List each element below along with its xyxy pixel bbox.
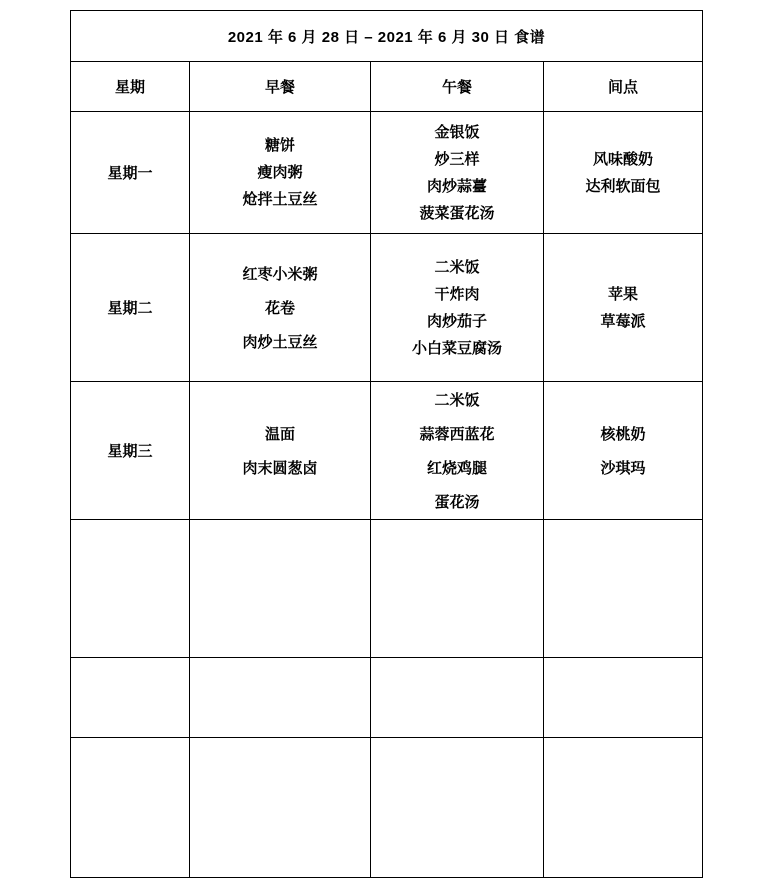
empty-cell <box>371 738 544 878</box>
snack-item: 风味酸奶 <box>592 149 653 168</box>
snack-item: 达利软面包 <box>585 176 661 195</box>
day-row-monday <box>71 112 703 234</box>
lunch-item: 炒三样 <box>434 149 480 168</box>
empty-row <box>71 658 703 738</box>
snack-item: 苹果 <box>607 284 638 303</box>
lunch-item: 干炸肉 <box>434 284 480 303</box>
snack-item: 核桃奶 <box>600 424 646 443</box>
breakfast-item: 肉炒土豆丝 <box>242 332 318 351</box>
lunch-item: 蛋花汤 <box>434 492 480 511</box>
day-row-tuesday <box>71 234 703 382</box>
menu-table <box>70 10 703 878</box>
empty-cell <box>190 738 371 878</box>
empty-cell <box>371 658 544 738</box>
empty-cell <box>190 520 371 658</box>
lunch-item: 二米饭 <box>434 257 480 276</box>
breakfast-cell <box>190 112 371 234</box>
breakfast-item: 肉末圆葱卤 <box>242 458 318 477</box>
breakfast-cell <box>190 234 371 382</box>
lunch-item: 小白菜豆腐汤 <box>411 338 502 357</box>
lunch-item: 金银饭 <box>434 122 480 141</box>
empty-cell <box>544 520 703 658</box>
empty-cell <box>371 520 544 658</box>
snack-cell <box>544 234 703 382</box>
breakfast-item: 红枣小米粥 <box>242 264 318 283</box>
snack-cell <box>544 112 703 234</box>
day-row-wednesday <box>71 382 703 520</box>
lunch-item: 蒜蓉西蓝花 <box>419 424 495 443</box>
snack-cell <box>544 382 703 520</box>
breakfast-item: 瘦肉粥 <box>257 163 303 181</box>
empty-cell <box>544 738 703 878</box>
empty-cell <box>544 658 703 738</box>
breakfast-item: 温面 <box>264 424 295 443</box>
snack-item: 草莓派 <box>600 311 646 330</box>
snack-item: 沙琪玛 <box>600 458 646 477</box>
lunch-item: 红烧鸡腿 <box>426 458 487 477</box>
header-row <box>71 62 703 112</box>
header-day: 星期 <box>71 62 190 112</box>
lunch-cell <box>371 112 544 234</box>
header-snack: 间点 <box>544 62 703 112</box>
lunch-cell <box>371 382 544 520</box>
breakfast-cell <box>190 382 371 520</box>
lunch-item: 菠菜蛋花汤 <box>419 203 495 222</box>
day-label: 星期一 <box>71 112 190 234</box>
breakfast-item: 糖饼 <box>264 136 295 154</box>
empty-cell <box>71 738 190 878</box>
day-label: 星期二 <box>71 234 190 382</box>
menu-title: 2021 年 6 月 28 日 – 2021 年 6 月 30 日 食谱 <box>71 11 703 62</box>
empty-row <box>71 738 703 878</box>
lunch-cell <box>371 234 544 382</box>
empty-cell <box>190 658 371 738</box>
lunch-item: 肉炒茄子 <box>426 311 487 330</box>
breakfast-item: 炝拌土豆丝 <box>242 190 318 208</box>
header-breakfast: 早餐 <box>190 62 371 112</box>
header-lunch: 午餐 <box>371 62 544 112</box>
day-label: 星期三 <box>71 382 190 520</box>
empty-cell <box>71 658 190 738</box>
lunch-item: 二米饭 <box>434 390 480 409</box>
lunch-item: 肉炒蒜薹 <box>426 176 487 195</box>
empty-row <box>71 520 703 658</box>
empty-cell <box>71 520 190 658</box>
breakfast-item: 花卷 <box>264 298 295 317</box>
